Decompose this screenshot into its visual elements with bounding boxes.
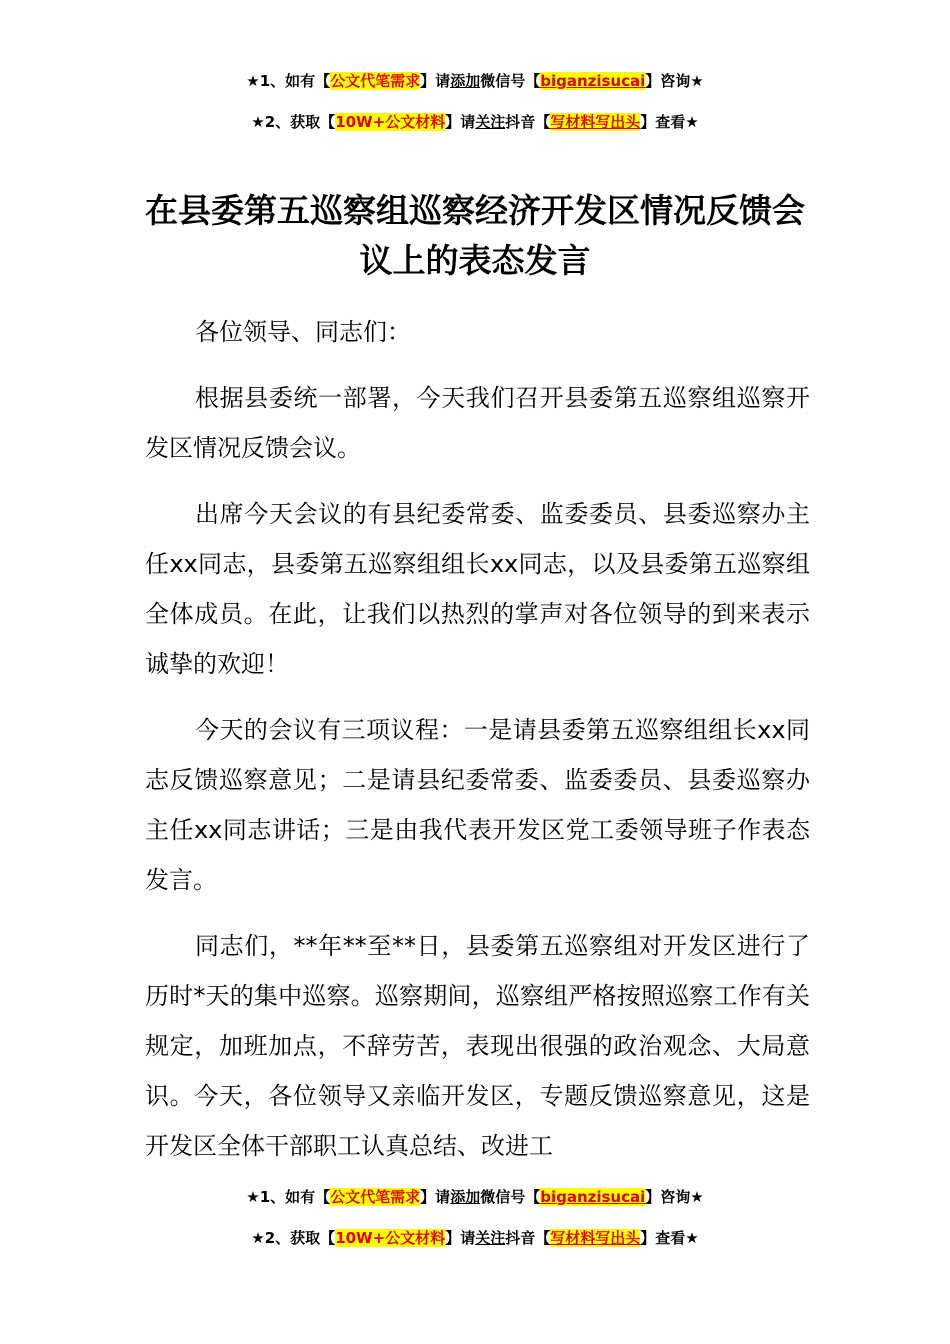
banner-suffix: 】咨询★ xyxy=(645,1188,704,1206)
banner-suffix: 】咨询★ xyxy=(645,72,704,90)
banner-highlight: 公文代笔需求 xyxy=(330,72,421,90)
banner-underlined: 关注 xyxy=(475,1229,506,1247)
banner-wechat-id: biganzisucai xyxy=(540,72,646,90)
promo-banner-top-line-2 xyxy=(0,111,950,133)
banner-suffix: 】查看★ xyxy=(640,1229,699,1247)
banner-text: 】请 xyxy=(445,113,476,131)
document-body xyxy=(145,307,810,1187)
banner-underlined: 添加 xyxy=(450,1188,481,1206)
banner-douyin-id: 写材料写出头 xyxy=(550,113,641,131)
banner-text: 】请 xyxy=(420,1188,451,1206)
banner-underlined: 添加 xyxy=(450,72,481,90)
body-paragraph: 今天的会议有三项议程：一是请县委第五巡察组组长xx同志反馈巡察意见；二是请县纪委常委、监委委员、县委巡察办主任xx同志讲话；三是由我代表开发区党工委领导班子作表态发言。 xyxy=(145,716,810,894)
banner-suffix: 】查看★ xyxy=(640,113,699,131)
banner-text: 】请 xyxy=(445,1229,476,1247)
banner-text: 微信号【 xyxy=(480,1188,541,1206)
salutation-paragraph: 各位领导、同志们： xyxy=(195,318,411,346)
banner-prefix: ★2、获取【 xyxy=(251,113,336,131)
document-title: 在县委第五巡察组巡察经济开发区情况反馈会议上的表态发言 xyxy=(145,191,805,280)
banner-text: 】请 xyxy=(420,72,451,90)
promo-banner-bottom-line-2 xyxy=(0,1227,950,1249)
body-paragraph: 出席今天会议的有县纪委常委、监委委员、县委巡察办主任xx同志，县委第五巡察组组长xx同志，以及县委第五巡察组全体成员。在此，让我们以热烈的掌声对各位领导的到来表示诚挚的欢迎！ xyxy=(145,500,810,678)
banner-wechat-id: biganzisucai xyxy=(540,1188,646,1206)
banner-highlight: 公文代笔需求 xyxy=(330,1188,421,1206)
banner-prefix: ★2、获取【 xyxy=(251,1229,336,1247)
banner-prefix: ★1、如有【 xyxy=(246,1188,331,1206)
body-paragraph: 同志们，**年**至**日，县委第五巡察组对开发区进行了历时*天的集中巡察。巡察期间，巡察组严格按照巡察工作有关规定，加班加点，不辞劳苦，表现出很强的政治观念、大局意识。今天，各位领导又亲临开发区，专题反馈巡察意见，这是开发区全体干部职工认真总结、改进工 xyxy=(145,932,810,1160)
banner-text: 抖音【 xyxy=(505,113,551,131)
banner-highlight: 10W+公文材料 xyxy=(335,1229,446,1247)
banner-text: 微信号【 xyxy=(480,72,541,90)
banner-highlight: 10W+公文材料 xyxy=(335,113,446,131)
banner-prefix: ★1、如有【 xyxy=(246,72,331,90)
body-paragraph: 根据县委统一部署，今天我们召开县委第五巡察组巡察开发区情况反馈会议。 xyxy=(145,384,810,462)
banner-text: 抖音【 xyxy=(505,1229,551,1247)
promo-banner-top-line-1 xyxy=(0,70,950,92)
promo-banner-bottom-line-1 xyxy=(0,1186,950,1208)
banner-douyin-id: 写材料写出头 xyxy=(550,1229,641,1247)
banner-underlined: 关注 xyxy=(475,113,506,131)
